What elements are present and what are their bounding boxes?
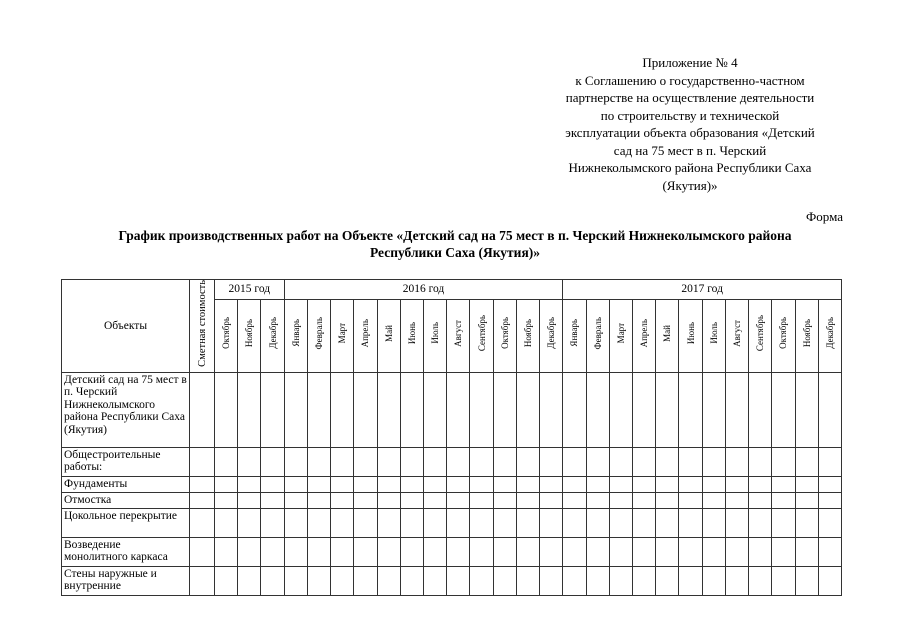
table-row — [62, 447, 842, 476]
schedule-cell — [307, 447, 330, 476]
row-cost-cell — [190, 492, 215, 508]
schedule-cell — [331, 476, 354, 492]
schedule-cell — [447, 372, 470, 447]
month-label: Апрель — [360, 319, 371, 348]
schedule-cell — [400, 372, 423, 447]
schedule-cell — [447, 447, 470, 476]
schedule-cell — [423, 372, 446, 447]
month-label: Февраль — [592, 316, 603, 350]
schedule-cell — [818, 476, 841, 492]
table-row — [62, 372, 842, 447]
schedule-cell — [423, 508, 446, 537]
month-header — [307, 299, 330, 372]
month-header — [586, 299, 609, 372]
appendix-header — [540, 54, 840, 194]
schedule-cell — [609, 447, 632, 476]
schedule-cell — [679, 492, 702, 508]
schedule-cell — [563, 566, 586, 595]
schedule-cell — [656, 537, 679, 566]
table-row — [62, 492, 842, 508]
schedule-cell — [725, 492, 748, 508]
schedule-cell — [563, 492, 586, 508]
schedule-cell — [423, 492, 446, 508]
schedule-cell — [749, 508, 772, 537]
appendix-line: Нижнеколымского района Республики Саха — [568, 160, 812, 175]
schedule-cell — [632, 447, 655, 476]
schedule-cell — [400, 508, 423, 537]
schedule-cell — [540, 476, 563, 492]
schedule-cell — [679, 508, 702, 537]
schedule-cell — [516, 447, 539, 476]
schedule-cell — [447, 492, 470, 508]
schedule-cell — [238, 508, 261, 537]
schedule-cell — [493, 566, 516, 595]
schedule-cell — [331, 537, 354, 566]
schedule-cell — [563, 476, 586, 492]
month-label: Декабрь — [267, 317, 278, 350]
month-label: Сентябрь — [755, 315, 766, 352]
schedule-cell — [470, 372, 493, 447]
schedule-cell — [261, 566, 284, 595]
schedule-cell — [447, 566, 470, 595]
schedule-cell — [470, 476, 493, 492]
month-label: Декабрь — [824, 317, 835, 350]
schedule-cell — [679, 372, 702, 447]
schedule-cell — [795, 447, 818, 476]
schedule-cell — [331, 447, 354, 476]
table-row — [62, 566, 842, 595]
schedule-cell — [725, 566, 748, 595]
schedule-cell — [632, 476, 655, 492]
schedule-cell — [423, 566, 446, 595]
schedule-cell — [331, 508, 354, 537]
schedule-cell — [818, 372, 841, 447]
schedule-cell — [563, 508, 586, 537]
row-object-name: Отмостка — [62, 492, 190, 508]
schedule-cell — [772, 508, 795, 537]
schedule-cell — [284, 508, 307, 537]
header-estimated-cost — [190, 280, 215, 373]
month-header — [772, 299, 795, 372]
schedule-cell — [516, 492, 539, 508]
row-object-name: Цокольное перекрытие — [62, 508, 190, 537]
table-row — [62, 476, 842, 492]
schedule-cell — [540, 537, 563, 566]
schedule-cell — [261, 447, 284, 476]
schedule-cell — [725, 447, 748, 476]
month-label: Декабрь — [546, 317, 557, 350]
schedule-cell — [215, 372, 238, 447]
schedule-cell — [656, 476, 679, 492]
schedule-cell — [307, 508, 330, 537]
schedule-cell — [423, 447, 446, 476]
schedule-cell — [261, 492, 284, 508]
schedule-cell — [702, 476, 725, 492]
schedule-cell — [540, 492, 563, 508]
schedule-cell — [702, 508, 725, 537]
month-label: Сентябрь — [476, 315, 487, 352]
schedule-cell — [609, 566, 632, 595]
month-header — [656, 299, 679, 372]
month-header — [493, 299, 516, 372]
schedule-cell — [261, 476, 284, 492]
schedule-cell — [609, 508, 632, 537]
schedule-cell — [679, 566, 702, 595]
month-header — [400, 299, 423, 372]
month-label: Февраль — [314, 316, 324, 350]
schedule-cell — [238, 566, 261, 595]
schedule-cell — [493, 372, 516, 447]
schedule-cell — [795, 372, 818, 447]
month-header — [447, 299, 470, 372]
schedule-cell — [354, 372, 377, 447]
appendix-line: Приложение № 4 — [642, 55, 738, 70]
month-label: Октябрь — [221, 317, 232, 350]
schedule-cell — [749, 372, 772, 447]
schedule-cell — [795, 537, 818, 566]
schedule-cell — [795, 492, 818, 508]
schedule-cell — [331, 566, 354, 595]
schedule-cell — [470, 447, 493, 476]
schedule-cell — [470, 566, 493, 595]
schedule-cell — [215, 537, 238, 566]
schedule-cell — [749, 537, 772, 566]
schedule-cell — [632, 566, 655, 595]
row-cost-cell — [190, 447, 215, 476]
schedule-cell — [540, 447, 563, 476]
month-label: Май — [383, 324, 394, 342]
table-row — [62, 537, 842, 566]
appendix-line: к Соглашению о государственно-частном — [575, 72, 805, 88]
schedule-cell — [307, 492, 330, 508]
schedule-cell — [818, 447, 841, 476]
month-header — [284, 299, 307, 372]
schedule-cell — [749, 492, 772, 508]
schedule-cell — [702, 537, 725, 566]
schedule-cell — [632, 492, 655, 508]
schedule-cell — [261, 372, 284, 447]
schedule-cell — [818, 566, 841, 595]
schedule-cell — [423, 537, 446, 566]
schedule-cell — [377, 492, 400, 508]
month-label: Июнь — [406, 322, 417, 345]
schedule-cell — [238, 537, 261, 566]
schedule-cell — [470, 492, 493, 508]
schedule-cell — [423, 476, 446, 492]
month-header — [261, 299, 284, 372]
schedule-cell — [493, 476, 516, 492]
schedule-cell — [354, 447, 377, 476]
schedule-cell — [284, 447, 307, 476]
schedule-cell — [284, 566, 307, 595]
schedule-cell — [772, 537, 795, 566]
schedule-table — [61, 279, 842, 596]
schedule-cell — [377, 508, 400, 537]
row-cost-cell — [190, 537, 215, 566]
schedule-cell — [586, 492, 609, 508]
schedule-cell — [609, 476, 632, 492]
schedule-cell — [400, 447, 423, 476]
table-row — [62, 508, 842, 537]
schedule-cell — [749, 447, 772, 476]
month-header — [702, 299, 725, 372]
schedule-cell — [609, 372, 632, 447]
schedule-cell — [818, 508, 841, 537]
schedule-cell — [284, 476, 307, 492]
month-label: Апрель — [639, 319, 650, 348]
schedule-cell — [772, 492, 795, 508]
schedule-cell — [516, 566, 539, 595]
row-object-name: Фундаменты — [62, 476, 190, 492]
schedule-cell — [447, 476, 470, 492]
row-cost-cell — [190, 508, 215, 537]
month-label: Ноябрь — [244, 319, 255, 348]
schedule-cell — [702, 566, 725, 595]
month-header — [354, 299, 377, 372]
schedule-cell — [749, 566, 772, 595]
schedule-cell — [284, 537, 307, 566]
schedule-cell — [354, 492, 377, 508]
schedule-cell — [493, 492, 516, 508]
month-header — [423, 299, 446, 372]
schedule-cell — [632, 372, 655, 447]
year-header: 2017 год — [563, 280, 842, 300]
schedule-cell — [354, 537, 377, 566]
schedule-cell — [586, 537, 609, 566]
schedule-cell — [632, 537, 655, 566]
appendix-line: эксплуатации объекта образования «Детский — [565, 125, 815, 140]
schedule-cell — [215, 566, 238, 595]
schedule-cell — [563, 372, 586, 447]
schedule-cell — [586, 566, 609, 595]
schedule-cell — [354, 508, 377, 537]
month-header — [749, 299, 772, 372]
month-header — [331, 299, 354, 372]
month-label: Ноябрь — [801, 319, 812, 348]
header-row-years — [62, 280, 842, 300]
schedule-cell — [725, 372, 748, 447]
schedule-cell — [215, 492, 238, 508]
schedule-cell — [516, 372, 539, 447]
schedule-cell — [307, 476, 330, 492]
schedule-cell — [516, 476, 539, 492]
title-line-2: Республики Саха (Якутия)» — [369, 245, 540, 260]
schedule-cell — [354, 566, 377, 595]
schedule-cell — [679, 476, 702, 492]
document-title — [60, 227, 850, 261]
schedule-cell — [749, 476, 772, 492]
schedule-cell — [540, 372, 563, 447]
month-label: Ноябрь — [522, 319, 533, 348]
month-label: Июль — [708, 322, 719, 344]
month-header — [470, 299, 493, 372]
row-cost-cell — [190, 566, 215, 595]
schedule-cell — [679, 537, 702, 566]
schedule-cell — [307, 566, 330, 595]
year-header: 2016 год — [284, 280, 563, 300]
schedule-cell — [772, 476, 795, 492]
schedule-cell — [540, 566, 563, 595]
schedule-cell — [679, 447, 702, 476]
appendix-line: (Якутия)» — [662, 177, 718, 193]
schedule-cell — [307, 372, 330, 447]
schedule-cell — [563, 537, 586, 566]
schedule-cell — [702, 447, 725, 476]
schedule-cell — [586, 476, 609, 492]
schedule-cell — [540, 508, 563, 537]
header-objects: Объекты — [62, 280, 190, 373]
schedule-cell — [377, 372, 400, 447]
schedule-cell — [307, 537, 330, 566]
schedule-cell — [795, 476, 818, 492]
month-label: Март — [615, 323, 626, 344]
appendix-line: по строительству и технической — [600, 107, 780, 123]
schedule-cell — [400, 537, 423, 566]
schedule-cell — [215, 476, 238, 492]
month-label: Август — [453, 319, 464, 347]
month-header — [725, 299, 748, 372]
schedule-cell — [331, 492, 354, 508]
schedule-cell — [795, 566, 818, 595]
row-object-name: Детский сад на 75 мест в п. Черский Нижнеколымского района Республики Саха (Якутия) — [62, 372, 190, 447]
schedule-cell — [516, 508, 539, 537]
row-object-name: Стены наружные и внутренние — [62, 566, 190, 595]
schedule-cell — [284, 492, 307, 508]
schedule-cell — [702, 492, 725, 508]
schedule-cell — [261, 537, 284, 566]
schedule-cell — [447, 537, 470, 566]
schedule-cell — [493, 508, 516, 537]
month-label: Июль — [430, 322, 441, 344]
schedule-cell — [470, 537, 493, 566]
schedule-cell — [447, 508, 470, 537]
month-label: Март — [337, 323, 348, 344]
schedule-cell — [795, 508, 818, 537]
schedule-cell — [238, 476, 261, 492]
month-header — [795, 299, 818, 372]
row-cost-cell — [190, 372, 215, 447]
row-cost-cell — [190, 476, 215, 492]
schedule-cell — [377, 447, 400, 476]
schedule-cell — [238, 447, 261, 476]
schedule-cell — [656, 508, 679, 537]
schedule-cell — [818, 537, 841, 566]
appendix-line: сад на 75 мест в п. Черский — [613, 142, 767, 158]
schedule-cell — [818, 492, 841, 508]
month-header — [609, 299, 632, 372]
form-label: Форма — [806, 209, 843, 224]
schedule-cell — [772, 447, 795, 476]
schedule-cell — [609, 492, 632, 508]
month-header — [238, 299, 261, 372]
schedule-cell — [215, 508, 238, 537]
schedule-cell — [772, 566, 795, 595]
schedule-cell — [772, 372, 795, 447]
schedule-cell — [586, 447, 609, 476]
title-line-1: График производственных работ на Объекте «Детский сад на 75 мест в п. Черский Нижнеколымского района — [118, 228, 792, 243]
month-label: Январь — [290, 319, 301, 347]
header-estimated-cost-label: Сметная стоимость — [196, 280, 208, 367]
schedule-cell — [563, 447, 586, 476]
month-header — [377, 299, 400, 372]
schedule-cell — [656, 492, 679, 508]
month-label: Октябрь — [778, 317, 789, 350]
month-label: Июнь — [685, 322, 696, 345]
row-object-name: Общестроительные работы: — [62, 447, 190, 476]
month-header — [632, 299, 655, 372]
schedule-cell — [238, 492, 261, 508]
month-label: Август — [731, 319, 742, 347]
schedule-cell — [632, 508, 655, 537]
schedule-cell — [215, 447, 238, 476]
schedule-cell — [470, 508, 493, 537]
month-label: Октябрь — [499, 317, 510, 350]
schedule-cell — [586, 508, 609, 537]
schedule-cell — [725, 476, 748, 492]
schedule-cell — [725, 508, 748, 537]
row-object-name: Возведение монолитного каркаса — [62, 537, 190, 566]
schedule-cell — [377, 476, 400, 492]
month-header — [818, 299, 841, 372]
schedule-cell — [331, 372, 354, 447]
schedule-cell — [377, 537, 400, 566]
schedule-cell — [609, 537, 632, 566]
schedule-cell — [400, 476, 423, 492]
schedule-cell — [400, 492, 423, 508]
month-header — [215, 299, 238, 372]
appendix-line: партнерстве на осуществление деятельности — [565, 90, 815, 105]
month-label: Май — [662, 324, 673, 342]
schedule-cell — [238, 372, 261, 447]
schedule-cell — [586, 372, 609, 447]
schedule-cell — [702, 372, 725, 447]
month-header — [679, 299, 702, 372]
schedule-cell — [656, 447, 679, 476]
schedule-cell — [656, 372, 679, 447]
schedule-cell — [377, 566, 400, 595]
month-header — [540, 299, 563, 372]
schedule-cell — [400, 566, 423, 595]
schedule-cell — [284, 372, 307, 447]
schedule-cell — [725, 537, 748, 566]
schedule-cell — [354, 476, 377, 492]
schedule-cell — [493, 537, 516, 566]
month-label: Январь — [569, 319, 580, 347]
month-header — [516, 299, 539, 372]
schedule-cell — [261, 508, 284, 537]
schedule-cell — [516, 537, 539, 566]
month-header — [563, 299, 586, 372]
schedule-cell — [656, 566, 679, 595]
year-header: 2015 год — [215, 280, 285, 300]
schedule-cell — [493, 447, 516, 476]
